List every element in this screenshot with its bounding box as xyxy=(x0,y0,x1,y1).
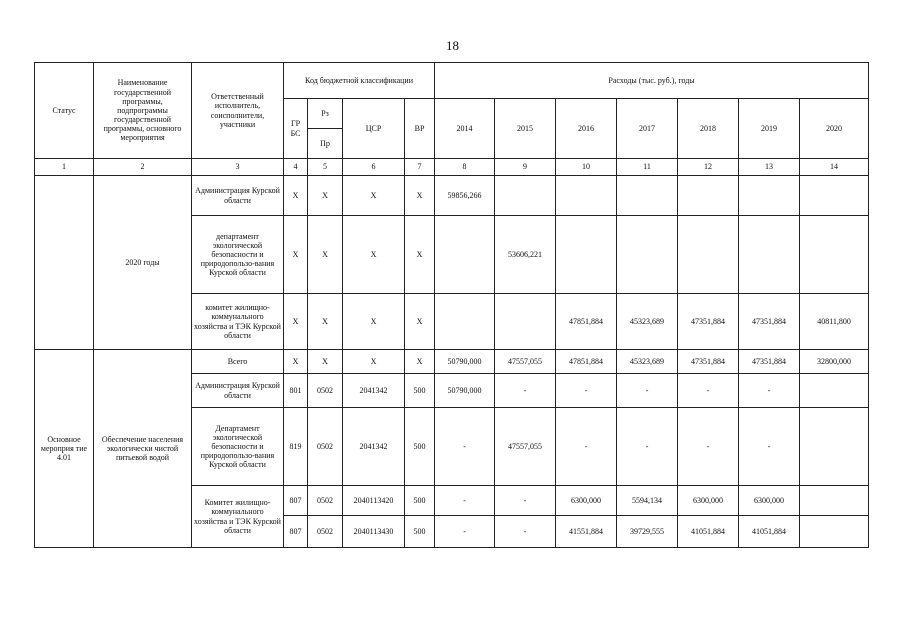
rz-cell: 0502 xyxy=(308,486,343,516)
header-grbs: ГР БС xyxy=(284,99,308,159)
header-executor: Ответственный исполнитель, соисполнители, участники xyxy=(192,63,284,159)
value-cell: 6300,000 xyxy=(678,486,739,516)
value-cell: 47351,884 xyxy=(739,294,800,350)
value-cell: 41551,884 xyxy=(556,516,617,548)
header-rz: Рз xyxy=(308,99,343,129)
value-cell xyxy=(435,216,495,294)
header-year: 2015 xyxy=(495,99,556,159)
value-cell: - xyxy=(556,374,617,408)
value-cell xyxy=(800,216,869,294)
value-cell: 41051,884 xyxy=(678,516,739,548)
header-year: 2018 xyxy=(678,99,739,159)
value-cell: - xyxy=(739,374,800,408)
grbs-cell: Х xyxy=(284,350,308,374)
value-cell: - xyxy=(435,408,495,486)
value-cell: 40811,800 xyxy=(800,294,869,350)
value-cell: - xyxy=(495,374,556,408)
value-cell xyxy=(495,294,556,350)
program-name-cell: Обеспечение населения экологически чистой питьевой водой xyxy=(94,350,192,548)
grbs-cell: 801 xyxy=(284,374,308,408)
value-cell: 39729,555 xyxy=(617,516,678,548)
value-cell: 47351,884 xyxy=(678,350,739,374)
table-row xyxy=(35,176,869,216)
value-cell: 47351,884 xyxy=(739,350,800,374)
col-number: 10 xyxy=(556,159,617,176)
value-cell xyxy=(678,216,739,294)
value-cell: 41051,884 xyxy=(739,516,800,548)
page-number: 18 xyxy=(446,38,459,53)
value-cell: 50790,000 xyxy=(435,350,495,374)
vr-cell: Х xyxy=(405,176,435,216)
value-cell xyxy=(678,176,739,216)
grbs-cell: Х xyxy=(284,294,308,350)
col-number: 12 xyxy=(678,159,739,176)
grbs-cell: 819 xyxy=(284,408,308,486)
value-cell: - xyxy=(495,516,556,548)
grbs-cell: 807 xyxy=(284,516,308,548)
csr-cell: Х xyxy=(343,294,405,350)
grbs-cell: Х xyxy=(284,176,308,216)
col-number: 1 xyxy=(35,159,94,176)
value-cell: - xyxy=(739,408,800,486)
header-vr: ВР xyxy=(405,99,435,159)
value-cell: 32800,000 xyxy=(800,350,869,374)
value-cell xyxy=(800,408,869,486)
col-number: 7 xyxy=(405,159,435,176)
header-year: 2020 xyxy=(800,99,869,159)
csr-cell: Х xyxy=(343,176,405,216)
executor-cell: Всего xyxy=(192,350,284,374)
csr-cell: 2041342 xyxy=(343,408,405,486)
header-year: 2016 xyxy=(556,99,617,159)
value-cell: - xyxy=(435,486,495,516)
value-cell: - xyxy=(617,374,678,408)
vr-cell: 500 xyxy=(405,486,435,516)
grbs-cell: 807 xyxy=(284,486,308,516)
value-cell xyxy=(495,176,556,216)
value-cell xyxy=(556,176,617,216)
header-year: 2014 xyxy=(435,99,495,159)
value-cell xyxy=(800,176,869,216)
vr-cell: Х xyxy=(405,216,435,294)
value-cell xyxy=(739,176,800,216)
rz-cell: Х xyxy=(308,176,343,216)
value-cell: 47557,055 xyxy=(495,408,556,486)
rz-cell: 0502 xyxy=(308,408,343,486)
value-cell xyxy=(800,516,869,548)
executor-cell: Департамент экологической безопасности и природопользо-вания Курской области xyxy=(192,408,284,486)
col-number: 6 xyxy=(343,159,405,176)
rz-cell: 0502 xyxy=(308,516,343,548)
vr-cell: 500 xyxy=(405,374,435,408)
vr-cell: 500 xyxy=(405,408,435,486)
vr-cell: 500 xyxy=(405,516,435,548)
header-kbk: Код бюджетной классификации xyxy=(284,63,435,99)
col-number: 2 xyxy=(94,159,192,176)
csr-cell: 2040113430 xyxy=(343,516,405,548)
value-cell: 6300,000 xyxy=(739,486,800,516)
executor-cell: Администрация Курской области xyxy=(192,176,284,216)
csr-cell: 2040113420 xyxy=(343,486,405,516)
value-cell xyxy=(556,216,617,294)
value-cell: 50790,000 xyxy=(435,374,495,408)
col-number: 9 xyxy=(495,159,556,176)
value-cell: - xyxy=(495,486,556,516)
value-cell: 47851,884 xyxy=(556,350,617,374)
header-csr: ЦСР xyxy=(343,99,405,159)
executor-cell: комитет жилищно-коммунального хозяйства и ТЭК Курской области xyxy=(192,294,284,350)
budget-table xyxy=(34,62,869,548)
col-number: 5 xyxy=(308,159,343,176)
rz-cell: Х xyxy=(308,294,343,350)
value-cell: 6300,000 xyxy=(556,486,617,516)
rz-cell: Х xyxy=(308,350,343,374)
value-cell xyxy=(739,216,800,294)
value-cell: 45323,689 xyxy=(617,294,678,350)
csr-cell: Х xyxy=(343,216,405,294)
header-status: Статус xyxy=(35,63,94,159)
executor-cell: Комитет жилищно-коммунального хозяйства и ТЭК Курской области xyxy=(192,486,284,548)
value-cell xyxy=(617,216,678,294)
value-cell: 59856,266 xyxy=(435,176,495,216)
vr-cell: Х xyxy=(405,350,435,374)
value-cell: - xyxy=(556,408,617,486)
status-cell xyxy=(35,176,94,350)
value-cell: 5594,134 xyxy=(617,486,678,516)
col-number: 8 xyxy=(435,159,495,176)
header-expenses: Расходы (тыс. руб.), годы xyxy=(435,63,869,99)
col-number: 13 xyxy=(739,159,800,176)
rz-cell: Х xyxy=(308,216,343,294)
value-cell: - xyxy=(678,408,739,486)
value-cell: 47557,055 xyxy=(495,350,556,374)
value-cell: 47851,884 xyxy=(556,294,617,350)
value-cell: - xyxy=(435,516,495,548)
table-row xyxy=(35,350,869,374)
csr-cell: 2041342 xyxy=(343,374,405,408)
value-cell: - xyxy=(678,374,739,408)
header-year: 2019 xyxy=(739,99,800,159)
header-pr: Пр xyxy=(308,129,343,159)
csr-cell: Х xyxy=(343,350,405,374)
program-name-cell: 2020 годы xyxy=(94,176,192,350)
vr-cell: Х xyxy=(405,294,435,350)
col-number: 3 xyxy=(192,159,284,176)
rz-cell: 0502 xyxy=(308,374,343,408)
value-cell xyxy=(617,176,678,216)
value-cell xyxy=(800,374,869,408)
header-name: Наименование государственной программы, подпрограммы государственной программы, основного мероприятия xyxy=(94,63,192,159)
grbs-cell: Х xyxy=(284,216,308,294)
value-cell: 47351,884 xyxy=(678,294,739,350)
executor-cell: департамент экологической безопасности и природопользо-вания Курской области xyxy=(192,216,284,294)
status-cell: Основное мероприя тие 4.01 xyxy=(35,350,94,548)
value-cell: 45323,689 xyxy=(617,350,678,374)
col-number: 11 xyxy=(617,159,678,176)
executor-cell: Администрация Курской области xyxy=(192,374,284,408)
value-cell: - xyxy=(617,408,678,486)
header-year: 2017 xyxy=(617,99,678,159)
col-number: 14 xyxy=(800,159,869,176)
value-cell xyxy=(800,486,869,516)
col-number: 4 xyxy=(284,159,308,176)
value-cell xyxy=(435,294,495,350)
value-cell: 53606,221 xyxy=(495,216,556,294)
